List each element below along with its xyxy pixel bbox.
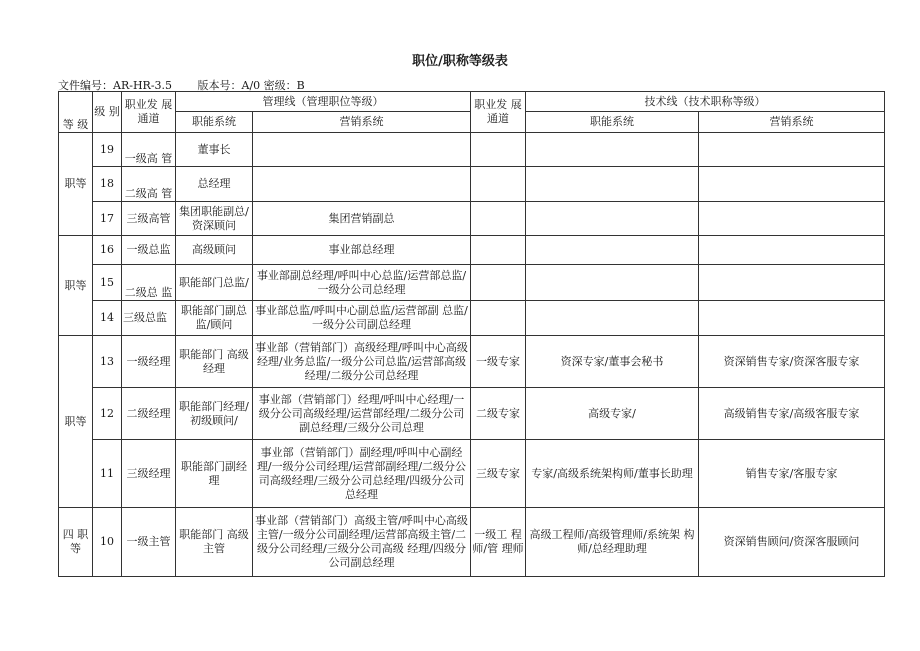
tech-path-cell: 二级专家	[471, 388, 526, 440]
doc-version: 版本号：A/0 密级：B	[197, 79, 305, 92]
grade-cell: 职等	[59, 236, 93, 336]
tech-path-cell	[471, 167, 526, 202]
header-mgmt-func: 职能系统	[176, 112, 253, 133]
tech-sales-cell	[699, 202, 885, 236]
level-cell: 19	[93, 133, 122, 167]
header-level: 级 别	[93, 92, 122, 133]
tech-func-cell: 资深专家/董事会秘书	[526, 336, 699, 388]
tech-func-cell	[526, 301, 699, 336]
tech-path-cell	[471, 202, 526, 236]
tech-path-cell	[471, 236, 526, 265]
mgmt-func-cell: 高级顾问	[176, 236, 253, 265]
mgmt-func-cell: 总经理	[176, 167, 253, 202]
header-row-1	[59, 92, 885, 112]
mgmt-sales-cell: 集团营销副总	[253, 202, 471, 236]
tech-path-cell	[471, 133, 526, 167]
mgmt-func-cell: 职能部门副总监/顾问	[176, 301, 253, 336]
mgmt-path-cell: 一级经理	[122, 336, 176, 388]
table-row	[59, 236, 885, 265]
mgmt-func-cell: 董事长	[176, 133, 253, 167]
tech-func-cell	[526, 133, 699, 167]
mgmt-func-cell: 职能部门总监/	[176, 265, 253, 301]
mgmt-sales-cell: 事业部（营销部门）高级主管/呼叫中心高级主管/一级分公司副经理/运营部高级主管/二级分公司经理/三级分公司高级 经理/四级分公司副总经理	[253, 508, 471, 577]
mgmt-func-cell: 集团职能副总/资深顾问	[176, 202, 253, 236]
tech-sales-cell: 资深销售专家/资深客服专家	[699, 336, 885, 388]
tech-func-cell	[526, 202, 699, 236]
level-cell: 12	[93, 388, 122, 440]
mgmt-func-cell: 职能部门 高级主管	[176, 508, 253, 577]
level-cell: 13	[93, 336, 122, 388]
level-cell: 14	[93, 301, 122, 336]
table-row	[59, 167, 885, 202]
mgmt-sales-cell: 事业部总监/呼叫中心副总监/运营部副 总监/一级分公司副总经理	[253, 301, 471, 336]
mgmt-path-cell: 二级总 监	[122, 265, 176, 301]
tech-path-cell	[471, 301, 526, 336]
level-cell: 15	[93, 265, 122, 301]
tech-func-cell: 专家/高级系统架构师/董事长助理	[526, 440, 699, 508]
grade-cell: 四 职等	[59, 508, 93, 577]
grade-cell: 职等	[59, 336, 93, 508]
header-mgmt-sales: 营销系统	[253, 112, 471, 133]
table-row	[59, 440, 885, 508]
header-tech-sales: 营销系统	[699, 112, 885, 133]
mgmt-sales-cell	[253, 133, 471, 167]
mgmt-path-cell: 三级高管	[122, 202, 176, 236]
header-tech-path: 职业发 展通道	[471, 92, 526, 133]
mgmt-path-cell: 三级经理	[122, 440, 176, 508]
mgmt-path-cell: 一级总监	[122, 236, 176, 265]
grade-cell: 职等	[59, 133, 93, 236]
mgmt-sales-cell: 事业部（营销部门）高级经理/呼叫中心高级经理/业务总监/一级分公司总监/运营部高级经理/二级分公司总经理	[253, 336, 471, 388]
mgmt-sales-cell: 事业部（营销部门）经理/呼叫中心经理/一级分公司高级经理/运营部经理/二级分公司副总经理/三级分公司总理	[253, 388, 471, 440]
tech-func-cell: 高级专家/	[526, 388, 699, 440]
mgmt-path-cell: 三级总监	[122, 301, 176, 336]
mgmt-sales-cell: 事业部（营销部门）副经理/呼叫中心副经理/一级分公司经理/运营部副经理/二级分公司高级经理/三级分公司总经理/四级分公司总经理	[253, 440, 471, 508]
mgmt-path-cell: 二级高 管	[122, 167, 176, 202]
table-row	[59, 133, 885, 167]
tech-sales-cell	[699, 133, 885, 167]
page-title: 职位/职称等级表	[412, 54, 508, 69]
table-row	[59, 508, 885, 577]
level-cell: 16	[93, 236, 122, 265]
tech-path-cell: 一级工 程师/管 理师	[471, 508, 526, 577]
tech-func-cell: 高级工程师/高级管理师/系统架 构师/总经理助理	[526, 508, 699, 577]
table-row	[59, 336, 885, 388]
tech-path-cell: 一级专家	[471, 336, 526, 388]
header-grade: 等 级	[59, 92, 93, 133]
table-row	[59, 301, 885, 336]
mgmt-path-cell: 一级高 管	[122, 133, 176, 167]
header-tech-line: 技术线（技术职称等级）	[526, 92, 885, 112]
tech-sales-cell	[699, 301, 885, 336]
tech-sales-cell: 高级销售专家/高级客服专家	[699, 388, 885, 440]
doc-number: 文件编号：AR-HR-3.5	[58, 79, 173, 92]
mgmt-path-cell: 一级主管	[122, 508, 176, 577]
level-cell: 17	[93, 202, 122, 236]
mgmt-func-cell: 职能部门经理/初级顾问/	[176, 388, 253, 440]
table-row	[59, 265, 885, 301]
level-cell: 18	[93, 167, 122, 202]
tech-sales-cell	[699, 236, 885, 265]
level-cell: 11	[93, 440, 122, 508]
tech-sales-cell	[699, 167, 885, 202]
header-tech-func: 职能系统	[526, 112, 699, 133]
header-mgmt-line: 管理线（管理职位等级）	[176, 92, 471, 112]
grade-table	[58, 91, 885, 577]
mgmt-func-cell: 职能部门 高级经理	[176, 336, 253, 388]
mgmt-path-cell: 二级经理	[122, 388, 176, 440]
header-mgmt-path: 职业发 展通道	[122, 92, 176, 133]
level-cell: 10	[93, 508, 122, 577]
mgmt-sales-cell	[253, 167, 471, 202]
table-row	[59, 388, 885, 440]
tech-sales-cell: 销售专家/客服专家	[699, 440, 885, 508]
mgmt-sales-cell: 事业部副总经理/呼叫中心总监/运营部总监/一级分公司总经理	[253, 265, 471, 301]
tech-func-cell	[526, 236, 699, 265]
tech-func-cell	[526, 167, 699, 202]
mgmt-sales-cell: 事业部总经理	[253, 236, 471, 265]
mgmt-func-cell: 职能部门副经理	[176, 440, 253, 508]
tech-path-cell: 三级专家	[471, 440, 526, 508]
tech-sales-cell: 资深销售顾问/资深客服顾问	[699, 508, 885, 577]
table-row	[59, 202, 885, 236]
tech-path-cell	[471, 265, 526, 301]
tech-sales-cell	[699, 265, 885, 301]
tech-func-cell	[526, 265, 699, 301]
